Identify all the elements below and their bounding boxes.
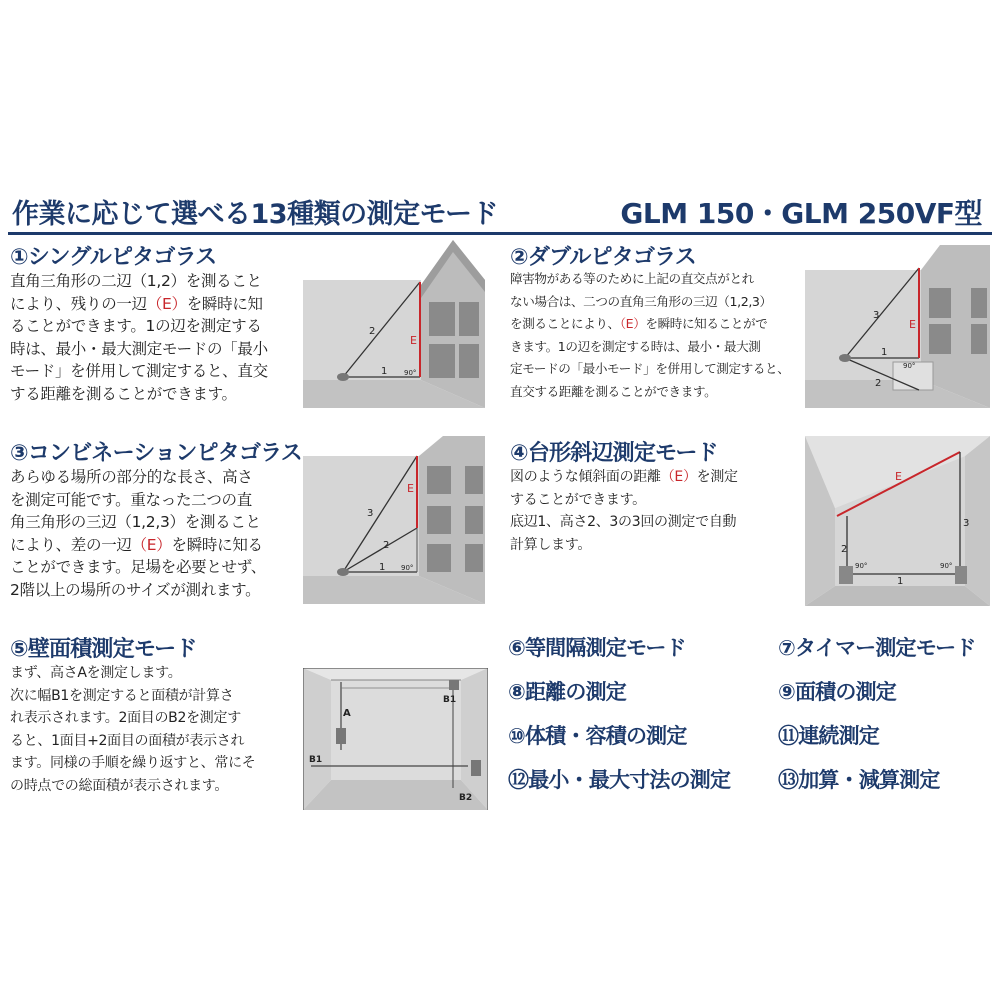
page-title: 作業に応じて選べる13種類の測定モード [12,199,498,230]
diagram-single-pythagoras [303,240,485,410]
svg-text:2: 2 [841,544,848,555]
mode-item: ⑨面積の測定 [778,680,896,704]
mode-item: ⑥等間隔測定モード [508,636,686,660]
section-2-text: 障害物がある等のために上記の直交点がとれ ない場合は、二つの直角三角形の三辺（1,2,3） を測ることにより、（E）を瞬時に知ることがで きます。1の辺を測定する時は、最小・最大測 定モードの「最小モード」を併用して測定すると、 直交する距離を測ることができます。 [510,271,790,399]
svg-text:B1: B1 [309,755,323,765]
svg-text:1: 1 [379,562,386,573]
svg-text:1: 1 [881,347,888,358]
section-1-title: ①シングルピタゴラス [10,245,217,270]
svg-text:90°: 90° [401,564,414,572]
svg-text:E: E [895,470,902,483]
section-2-title: ②ダブルピタゴラス [510,245,696,270]
section-5-title: ⑤壁面積測定モード [10,637,197,662]
diagram-combination-pythagoras [303,436,485,606]
svg-text:3: 3 [367,508,374,519]
section-4-title: ④台形斜辺測定モード [510,441,718,466]
mode-item: ⑪連続測定 [778,724,879,748]
section-3-text: あらゆる場所の部分的な長さ、高さ を測定可能です。重なった二つの直 角三角形の三辺（1,2,3）を測ること により、差の一辺（E）を瞬時に知る ことができます。足場を必要とせず、 2階以上の場所のサイズが測れます。 [10,468,266,599]
svg-text:E: E [909,318,916,331]
section-4-text: 図のような傾斜面の距離（E）を測定 することができます。 底辺1、高さ2、3の3回の測定で自動 計算します。 [510,469,738,553]
diagram-label: E [410,334,417,347]
svg-text:B2: B2 [459,793,473,803]
diagram-double-pythagoras [805,240,990,410]
svg-text:1: 1 [897,576,904,587]
model-name: GLM 150・GLM 250VF型 [620,197,982,230]
svg-text:3: 3 [873,310,880,321]
diagram-label: 2 [369,326,376,337]
svg-text:2: 2 [383,540,390,551]
header-divider [8,232,992,235]
diagram-trapezoid [805,436,990,606]
mode-item: ⑦タイマー測定モード [778,636,976,660]
svg-text:2: 2 [875,378,882,389]
mode-item: ⑬加算・減算測定 [778,768,940,792]
mode-item: ⑧距離の測定 [508,680,626,704]
svg-text:90°: 90° [855,562,868,570]
diagram-label: 90° [404,369,417,377]
svg-text:90°: 90° [940,562,953,570]
diagram-label: 1 [381,366,388,377]
svg-text:3: 3 [963,518,970,529]
mode-item: ⑫最小・最大寸法の測定 [508,768,731,792]
svg-text:90°: 90° [903,362,916,370]
svg-text:A: A [343,708,351,719]
svg-text:E: E [407,482,414,495]
diagram-wall-area [303,668,488,813]
section-5-text: まず、高さAを測定します。 次に幅B1を測定すると面積が計算さ れ表示されます。2面目のB2を測定す ると、1面目+2面目の面積が表示され ます。同様の手順を繰り返すと、常にそ の時点での総面積が表示されます。 [10,665,256,794]
svg-text:B1: B1 [443,695,457,705]
mode-item: ⑩体積・容積の測定 [508,724,687,748]
section-1-text: 直角三角形の二辺（1,2）を測ること により、残りの一辺（E）を瞬時に知 ることができます。1の辺を測定する 時は、最小・最大測定モードの「最小 モード」を併用して測定すると、直交 する距離を測ることができます。 [10,272,268,403]
section-3-title: ③コンビネーションピタゴラス [10,441,302,466]
